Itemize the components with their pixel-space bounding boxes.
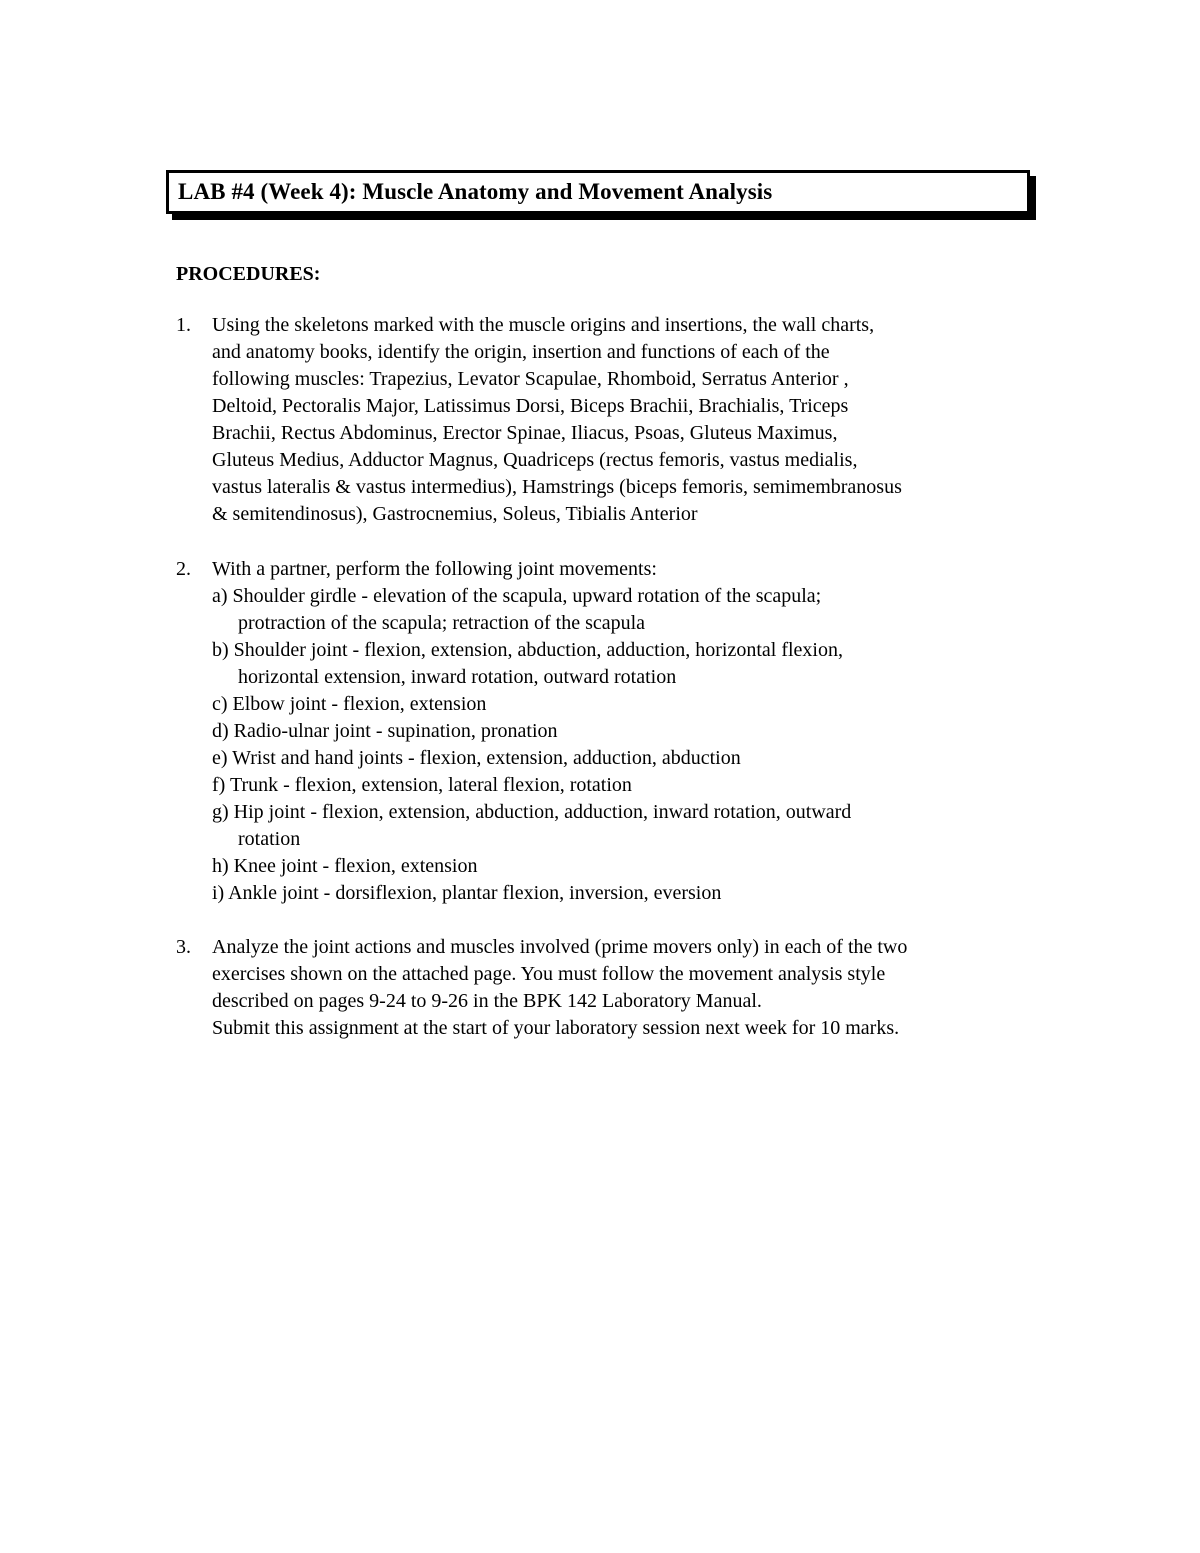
subitem-hip-joint [212, 799, 1056, 853]
text-line: Deltoid, Pectoralis Major, Latissimus Dorsi, Biceps Brachii, Brachialis, Triceps [212, 395, 849, 417]
procedures-heading: PROCEDURES: [176, 263, 321, 285]
subitem-text: a) Shoulder girdle - elevation of the scapula, upward rotation of the scapula; [212, 585, 822, 607]
procedure-item-2 [176, 556, 1056, 907]
subitem-text: c) Elbow joint - flexion, extension [212, 693, 487, 715]
subitem-text: h) Knee joint - flexion, extension [212, 855, 478, 877]
text-line: & semitendinosus), Gastrocnemius, Soleus, Tibialis Anterior [212, 503, 698, 525]
procedure-item-3 [176, 934, 1056, 1042]
item-number: 1. [176, 314, 191, 336]
subitem-continuation: rotation [238, 828, 301, 850]
subitem-text: d) Radio-ulnar joint - supination, pronation [212, 720, 558, 742]
title-box [166, 170, 1030, 214]
subitem-trunk [212, 772, 1056, 799]
text-line: described on pages 9-24 to 9-26 in the BPK 142 Laboratory Manual. [212, 990, 762, 1012]
text-line: Analyze the joint actions and muscles involved (prime movers only) in each of the two [212, 936, 908, 958]
subitem-continuation: protraction of the scapula; retraction of the scapula [238, 612, 646, 634]
item-intro: With a partner, perform the following joint movements: [212, 558, 657, 580]
subitem-knee-joint [212, 853, 1056, 880]
subitem-elbow-joint [212, 691, 1056, 718]
subitem-shoulder-joint [212, 637, 1056, 691]
text-line: exercises shown on the attached page. You must follow the movement analysis style [212, 963, 886, 985]
subitem-text: b) Shoulder joint - flexion, extension, abduction, adduction, horizontal flexion, [212, 639, 843, 661]
text-line: Using the skeletons marked with the muscle origins and insertions, the wall charts, [212, 314, 875, 336]
subitem-shoulder-girdle [212, 583, 1056, 637]
procedure-item-1 [176, 312, 1056, 528]
subitem-ankle-joint [212, 880, 1056, 907]
text-line: Gluteus Medius, Adductor Magnus, Quadriceps (rectus femoris, vastus medialis, [212, 449, 858, 471]
text-line: and anatomy books, identify the origin, insertion and functions of each of the [212, 341, 830, 363]
item-number: 3. [176, 936, 191, 958]
text-line: Brachii, Rectus Abdominus, Erector Spinae, Iliacus, Psoas, Gluteus Maximus, [212, 422, 838, 444]
subitem-text: f) Trunk - flexion, extension, lateral flexion, rotation [212, 774, 632, 796]
item-body [212, 556, 1056, 907]
text-line: vastus lateralis & vastus intermedius), Hamstrings (biceps femoris, semimembranosus [212, 476, 902, 498]
subitem-continuation: horizontal extension, inward rotation, outward rotation [238, 666, 677, 688]
text-line: following muscles: Trapezius, Levator Scapulae, Rhomboid, Serratus Anterior , [212, 368, 849, 390]
subitem-text: e) Wrist and hand joints - flexion, extension, adduction, abduction [212, 747, 741, 769]
text-line: Submit this assignment at the start of your laboratory session next week for 10 marks. [212, 1017, 900, 1039]
document-title: LAB #4 (Week 4): Muscle Anatomy and Movement Analysis [178, 179, 773, 204]
subitem-text: i) Ankle joint - dorsiflexion, plantar flexion, inversion, eversion [212, 882, 722, 904]
item-body [212, 934, 1056, 1042]
subitem-wrist-hand-joints [212, 745, 1056, 772]
item-body [212, 312, 1056, 528]
subitem-text: g) Hip joint - flexion, extension, abduction, adduction, inward rotation, outward [212, 801, 852, 823]
subitem-radio-ulnar-joint [212, 718, 1056, 745]
item-number: 2. [176, 558, 191, 580]
